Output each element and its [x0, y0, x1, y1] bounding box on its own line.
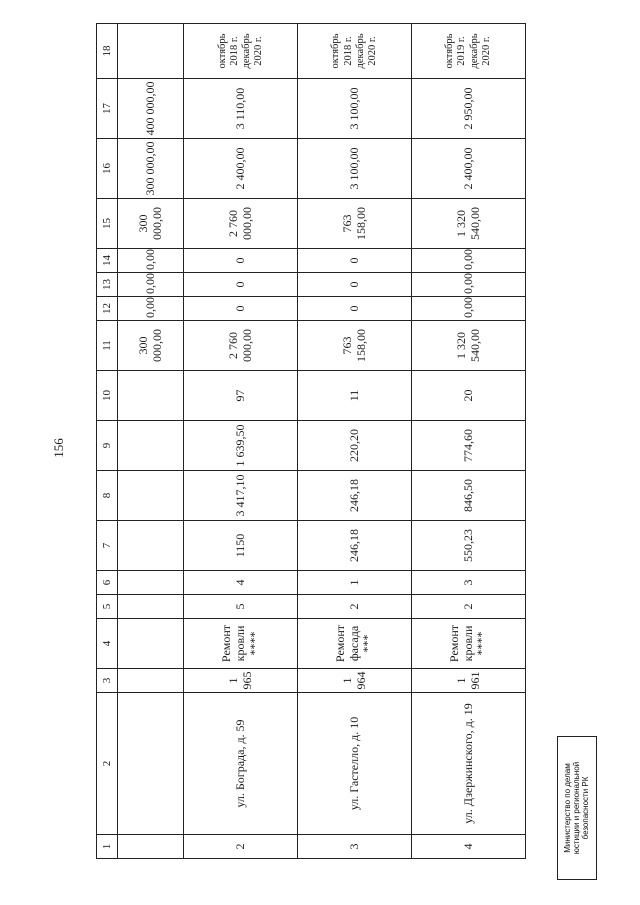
period-cell — [298, 24, 412, 79]
cell-col14: 0,00 — [412, 249, 526, 273]
column-number: 3 — [97, 669, 118, 693]
row-number: 4 — [412, 835, 526, 859]
cell-col9: 220,20 — [298, 421, 412, 471]
cell-col5: 2 — [412, 595, 526, 619]
cell-col12: 0 — [184, 297, 298, 321]
cell-col7: 550,23 — [412, 521, 526, 571]
cell-col6: 1 — [298, 571, 412, 595]
year-cell: 1 965 — [184, 669, 298, 693]
cell-col16: 300 000,00 — [118, 139, 184, 199]
year-cell — [118, 669, 184, 693]
period-end: декабрь 2020 г. — [354, 33, 378, 69]
column-number: 2 — [97, 693, 118, 835]
cell-col12: 0 — [298, 297, 412, 321]
column-number: 16 — [97, 139, 118, 199]
cell-col16: 2 400,00 — [184, 139, 298, 199]
table-row — [298, 24, 412, 859]
column-number: 15 — [97, 199, 118, 249]
cell-col12: 0,00 — [412, 297, 526, 321]
column-number: 13 — [97, 273, 118, 297]
period-start: октябрь 2019 г. — [444, 33, 468, 69]
column-number: 7 — [97, 521, 118, 571]
table-row — [412, 24, 526, 859]
cell-col13: 0 — [298, 273, 412, 297]
column-number: 4 — [97, 619, 118, 669]
repair-program-table — [96, 23, 526, 859]
address-cell: ул. Бограда, д. 59 — [184, 693, 298, 835]
cell-col17: 2 950,00 — [412, 79, 526, 139]
period-end: декабрь 2020 г. — [468, 33, 492, 69]
cell-col10: 97 — [184, 371, 298, 421]
cell-col11: 1 320 540,00 — [412, 321, 526, 371]
cell-col14: 0 — [298, 249, 412, 273]
cell-col7: 246,18 — [298, 521, 412, 571]
column-number: 14 — [97, 249, 118, 273]
rotated-table-container — [96, 24, 526, 859]
column-number: 8 — [97, 471, 118, 521]
cell-col8 — [118, 471, 184, 521]
year-cell: 1 961 — [412, 669, 526, 693]
cell-col11: 2 760 000,00 — [184, 321, 298, 371]
cell-col5: 2 — [298, 595, 412, 619]
cell-col13: 0 — [184, 273, 298, 297]
stamp-line: Министерство по делам — [563, 763, 573, 853]
cell-col8: 246,18 — [298, 471, 412, 521]
cell-col17: 3 110,00 — [184, 79, 298, 139]
cell-col15: 763 158,00 — [298, 199, 412, 249]
work-type-cell: Ремонт фасада *** — [298, 619, 412, 669]
cell-col13: 0,00 — [118, 273, 184, 297]
cell-col10: 20 — [412, 371, 526, 421]
column-number: 12 — [97, 297, 118, 321]
column-number: 18 — [97, 24, 118, 79]
cell-col14: 0,00 — [118, 249, 184, 273]
cell-col17: 3 100,00 — [298, 79, 412, 139]
row-number: 2 — [184, 835, 298, 859]
rotated-table — [96, 24, 526, 859]
year-cell: 1 964 — [298, 669, 412, 693]
cell-col14: 0 — [184, 249, 298, 273]
column-number: 9 — [97, 421, 118, 471]
cell-col16: 3 100,00 — [298, 139, 412, 199]
work-type-cell: Ремонт кровли **** — [412, 619, 526, 669]
work-type-cell: Ремонт кровли **** — [184, 619, 298, 669]
cell-col10 — [118, 371, 184, 421]
cell-col12: 0,00 — [118, 297, 184, 321]
cell-col6: 4 — [184, 571, 298, 595]
cell-col6 — [118, 571, 184, 595]
address-cell — [118, 693, 184, 835]
cell-col6: 3 — [412, 571, 526, 595]
cell-col10: 11 — [298, 371, 412, 421]
row-number: 3 — [298, 835, 412, 859]
row-number — [118, 835, 184, 859]
cell-col11: 300 000,00 — [118, 321, 184, 371]
address-cell: ул. Гастелло, д. 10 — [298, 693, 412, 835]
cell-col9: 1 639,50 — [184, 421, 298, 471]
work-type-cell — [118, 619, 184, 669]
ministry-stamp — [557, 736, 597, 880]
cell-col8: 3 417,10 — [184, 471, 298, 521]
cell-col15: 1 320 540,00 — [412, 199, 526, 249]
period-cell — [118, 24, 184, 79]
cell-col5 — [118, 595, 184, 619]
cell-col9: 774,60 — [412, 421, 526, 471]
column-number: 1 — [97, 835, 118, 859]
column-number: 11 — [97, 321, 118, 371]
period-start: октябрь 2018 г. — [330, 33, 354, 69]
stamp-line: безопасности РК — [581, 776, 591, 840]
stamp-line: юстиции и региональной — [572, 761, 582, 855]
column-number: 5 — [97, 595, 118, 619]
column-number: 10 — [97, 371, 118, 421]
period-start: октябрь 2018 г. — [216, 33, 240, 69]
table-row — [184, 24, 298, 859]
cell-col17: 400 000,00 — [118, 79, 184, 139]
table-row — [118, 24, 184, 859]
period-end: декабрь 2020 г. — [240, 33, 264, 69]
cell-col16: 2 400,00 — [412, 139, 526, 199]
page-number: 156 — [51, 438, 66, 458]
stamp-text — [563, 739, 591, 877]
cell-col15: 300 000,00 — [118, 199, 184, 249]
column-number: 17 — [97, 79, 118, 139]
column-number-row — [97, 24, 118, 859]
cell-col7: 1150 — [184, 521, 298, 571]
address-cell: ул. Дзержинского, д. 19 — [412, 693, 526, 835]
cell-col13: 0,00 — [412, 273, 526, 297]
cell-col9 — [118, 421, 184, 471]
cell-col11: 763 158,00 — [298, 321, 412, 371]
period-cell — [184, 24, 298, 79]
cell-col8: 846,50 — [412, 471, 526, 521]
cell-col15: 2 760 000,00 — [184, 199, 298, 249]
cell-col7 — [118, 521, 184, 571]
cell-col5: 5 — [184, 595, 298, 619]
column-number: 6 — [97, 571, 118, 595]
period-cell — [412, 24, 526, 79]
